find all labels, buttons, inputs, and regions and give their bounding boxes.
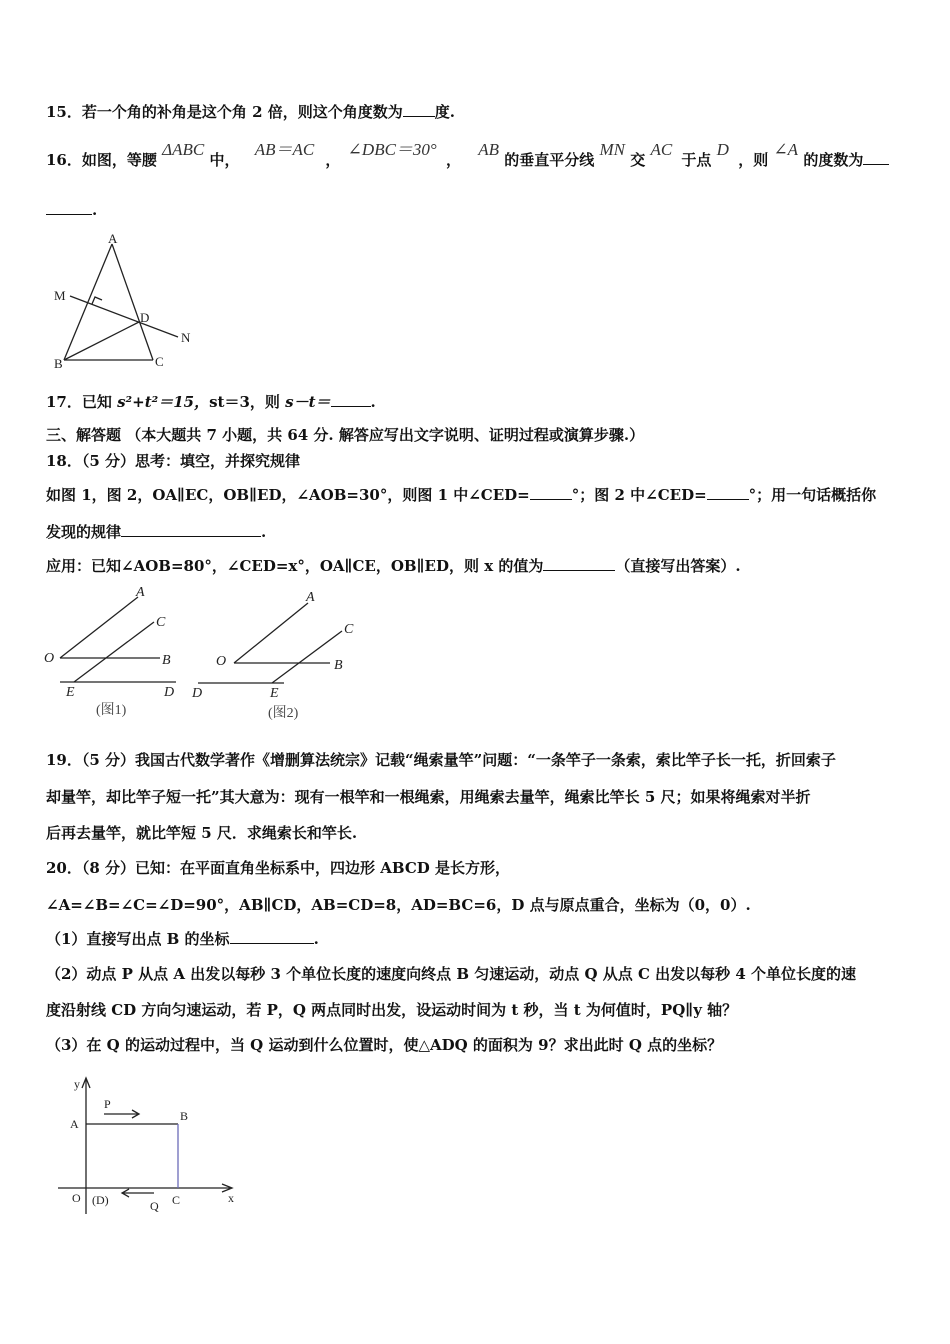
q17-s2t2: s²+t²＝15， — [117, 393, 210, 411]
q18-l2: 发现的规律 — [46, 523, 122, 541]
label-b: B — [180, 1109, 189, 1123]
question-20-line4: （2）动点 P 从点 A 出发以每秒 3 个单位长度的速度向终点 B 匀速运动，动点 Q 从点 C 出发以每秒 4 个单位长度的速 — [46, 965, 857, 983]
question-16-cont — [46, 200, 97, 220]
q18-figure-1 — [40, 582, 190, 722]
label-b: B — [162, 653, 171, 668]
q18-figure-2 — [188, 585, 368, 725]
ray-oa — [234, 603, 308, 663]
q16-t7: ，则 — [738, 151, 769, 169]
q17-end: . — [370, 393, 376, 411]
figure-caption: (图1) — [96, 703, 127, 718]
label-e: E — [66, 685, 75, 700]
segment-ab — [64, 244, 112, 360]
q16-t1: 中， — [209, 151, 240, 169]
answer-blank — [863, 150, 889, 165]
q20-l3end: . — [313, 930, 319, 948]
label-e: E — [270, 686, 279, 701]
question-20-line3 — [46, 929, 319, 949]
math-ab-eq-ac: AB＝AC — [254, 140, 315, 159]
question-20-line1: 20．（8 分）已知：在平面直角坐标系中，四边形 ABCD 是长方形， — [46, 859, 511, 877]
math-ab: AB — [478, 140, 499, 159]
math-mn: MN — [599, 140, 625, 159]
q16-t2: ， — [325, 151, 341, 169]
q16-t3: ， — [445, 151, 461, 169]
q17-st: st＝3，则 — [209, 393, 286, 411]
question-20-line6: （3）在 Q 的运动过程中，当 Q 运动到什么位置时，使△ADQ 的面积为 9？求出此时 Q 点的坐标？ — [46, 1036, 723, 1054]
label-a: A — [108, 232, 118, 246]
q18-l1c: °；用一句话概括你 — [748, 486, 877, 504]
question-16 — [46, 140, 889, 170]
q16-t6: 于点 — [681, 151, 712, 169]
label-p: P — [104, 1097, 111, 1111]
question-17 — [46, 392, 376, 412]
label-c: C — [344, 622, 354, 637]
math-triangle-abc: ΔABC — [162, 140, 205, 159]
question-20-line5: 度沿射线 CD 方向匀速运动，若 P，Q 两点同时出发，设运动时间为 t 秒，当 t 为何值时，PQ∥y 轴？ — [46, 1001, 738, 1019]
q18-l2end: . — [261, 523, 267, 541]
label-o: O — [216, 654, 227, 669]
label-y: y — [74, 1077, 80, 1091]
answer-blank — [530, 485, 572, 500]
right-angle-mark — [92, 297, 102, 304]
q16-t8: 的度数为 — [803, 151, 864, 169]
segment-ac — [112, 244, 153, 360]
q18-l1b: °；图 2 中∠CED= — [571, 486, 707, 504]
label-c: C — [155, 354, 164, 369]
question-15 — [46, 102, 455, 122]
label-d: D — [192, 686, 203, 701]
q16-triangle-figure — [50, 232, 200, 372]
q15-suffix: 度. — [434, 103, 455, 121]
question-18-line2 — [46, 522, 266, 542]
question-18-line3 — [46, 556, 741, 576]
q18-l3end: （直接写出答案）. — [615, 557, 741, 575]
section-3-title: 三、解答题 （本大题共 7 小题，共 64 分. 解答应写出文字说明、证明过程或演算步骤.） — [46, 426, 645, 444]
question-18-head: 18．（5 分）思考：填空，并探究规律 — [46, 452, 301, 470]
question-19-line1: 19．（5 分）我国古代数学著作《增删算法统宗》记载“绳索量竿”问题：“一条竿子一条索，索比竿子长一托，折回索子 — [46, 751, 836, 769]
label-a: A — [306, 590, 315, 605]
label-m: M — [54, 288, 66, 303]
q17-smt: s－t＝ — [285, 393, 331, 411]
label-c: C — [156, 615, 166, 630]
figure-caption: (图2) — [268, 706, 299, 721]
answer-blank — [331, 392, 371, 407]
answer-blank — [46, 200, 92, 215]
label-n: N — [181, 330, 191, 345]
q16-end: . — [92, 201, 98, 219]
segment-bd — [64, 322, 139, 360]
ray-ec — [272, 631, 342, 683]
label-a: A — [136, 585, 145, 600]
label-x: x — [228, 1191, 234, 1205]
label-d: D — [140, 310, 150, 325]
answer-blank — [121, 522, 261, 537]
ray-ec — [74, 622, 154, 682]
question-19-line2: 却量竿，却比竿子短一托”其大意为：现有一根竿和一根绳索，用绳索去量竿，绳索比竿长 5 尺；如果将绳索对半折 — [46, 788, 811, 806]
label-d: (D) — [92, 1193, 109, 1207]
question-20-line2: ∠A=∠B=∠C=∠D=90°，AB∥CD，AB=CD=8，AD=BC=6，D 点与原点重合，坐标为（0，0）. — [46, 896, 751, 914]
label-q: Q — [150, 1199, 159, 1213]
math-d: D — [716, 140, 729, 159]
ray-oa — [60, 597, 138, 658]
label-b: B — [54, 356, 63, 371]
q20-coordinate-figure — [50, 1072, 250, 1222]
label-c: C — [172, 1193, 181, 1207]
q20-l3: （1）直接写出点 B 的坐标 — [46, 930, 230, 948]
answer-blank — [403, 102, 435, 117]
label-o: O — [44, 651, 55, 666]
q18-l1a: 如图 1，图 2，OA∥EC，OB∥ED，∠AOB=30°，则图 1 中∠CED= — [46, 486, 530, 504]
q16-t4: 的垂直平分线 — [504, 151, 595, 169]
answer-blank — [543, 556, 615, 571]
label-a: A — [70, 1117, 79, 1131]
math-ac: AC — [650, 140, 673, 159]
q15-text: 15．若一个角的补角是这个角 2 倍，则这个角度数为 — [46, 103, 403, 121]
question-18-line1 — [46, 485, 876, 505]
math-angle-dbc: ∠DBC＝30° — [347, 140, 437, 159]
question-19-line3: 后再去量竿，就比竿短 5 尺．求绳索长和竿长. — [46, 824, 358, 842]
answer-blank — [707, 485, 749, 500]
q18-l3: 应用：已知∠AOB=80°，∠CED=x°，OA∥CE，OB∥ED，则 x 的值为 — [46, 557, 544, 575]
answer-blank — [230, 929, 314, 944]
q17-a: 17．已知 — [46, 393, 118, 411]
q16-lead: 16．如图，等腰 — [46, 151, 157, 169]
line-mn — [70, 296, 178, 337]
label-d: D — [164, 685, 175, 700]
label-b: B — [334, 658, 343, 673]
label-o: O — [72, 1191, 81, 1205]
math-angle-a: ∠A — [773, 140, 799, 159]
q16-t5: 交 — [630, 151, 646, 169]
